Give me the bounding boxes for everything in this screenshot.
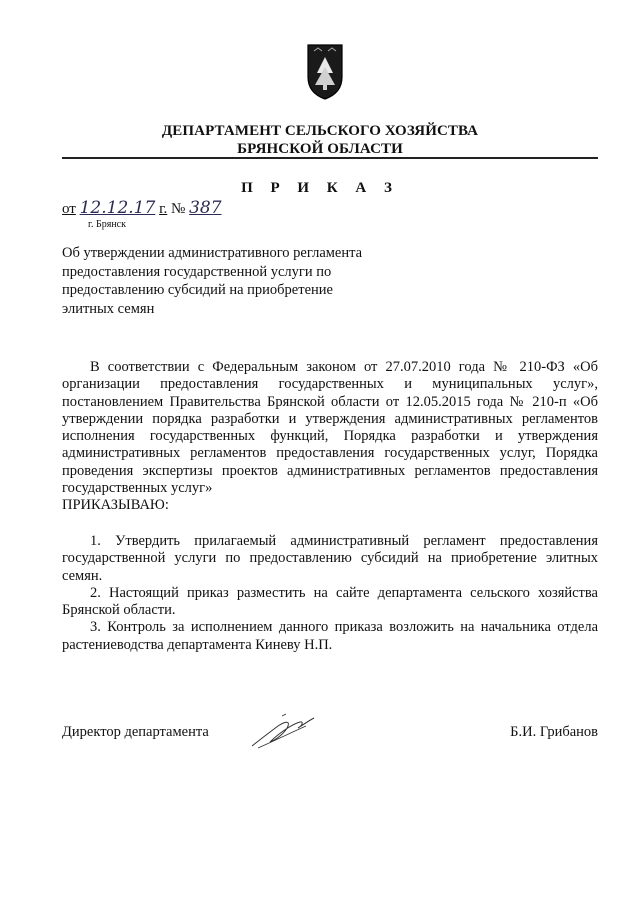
header-divider [62, 157, 598, 159]
handwritten-signature [248, 712, 318, 752]
order-item: 1. Утвердить прилагаемый административный регламент предоставления государственной услуги по предоставлению субсидий на приобретение элитных семян. [62, 533, 598, 584]
number-prefix: № [171, 201, 186, 217]
document-title: П Р И К А З [241, 180, 399, 196]
handwritten-order-number: 387 [189, 198, 222, 218]
department-name-line2: БРЯНСКОЙ ОБЛАСТИ [237, 141, 403, 157]
city-label: г. Брянск [88, 219, 126, 230]
order-item: 3. Контроль за исполнением данного приказа возложить на начальника отдела растениеводства департамента Киневу Н.П. [62, 619, 598, 653]
signatory-position: Директор департамента [62, 724, 209, 740]
signatory-name: Б.И. Грибанов [510, 724, 598, 740]
order-date-line [62, 198, 222, 218]
subject-line: Об утверждении административного регламента [62, 245, 363, 261]
subject-line: предоставления государственной услуги по [62, 263, 332, 280]
order-word: ПРИКАЗЫВАЮ: [62, 497, 169, 514]
coat-of-arms-emblem [306, 43, 344, 101]
year-suffix: г. [159, 201, 168, 217]
order-subject [62, 244, 392, 318]
subject-line: предоставлению субсидий на приобретение [62, 282, 333, 298]
date-prefix: от [62, 201, 76, 217]
department-name-line1: ДЕПАРТАМЕНТ СЕЛЬСКОГО ХОЗЯЙСТВА [161, 123, 479, 139]
subject-line: элитных семян [62, 300, 155, 317]
order-item: 2. Настоящий приказ разместить на сайте департамента сельского хозяйства Брянской области. [62, 584, 598, 619]
handwritten-date: 12.12.17 [79, 198, 156, 218]
preamble-text: В соответствии с Федеральным законом от 27.07.2010 года № 210-ФЗ «Об организации предоставления государственных и муниципальных услуг», постановлением Правительства Брянской области от 12.05.2015 года № 210-п «Об утверждении порядка разработки и утверждения административных регламентов исполнения государственных функций, Порядка разработки и утверждения административных регламентов предоставления государственных услуг, Порядка проведения экспертизы проектов административных регламентов предоставления государственных услуг» [62, 359, 598, 497]
order-items [62, 533, 598, 654]
preamble [62, 359, 598, 515]
